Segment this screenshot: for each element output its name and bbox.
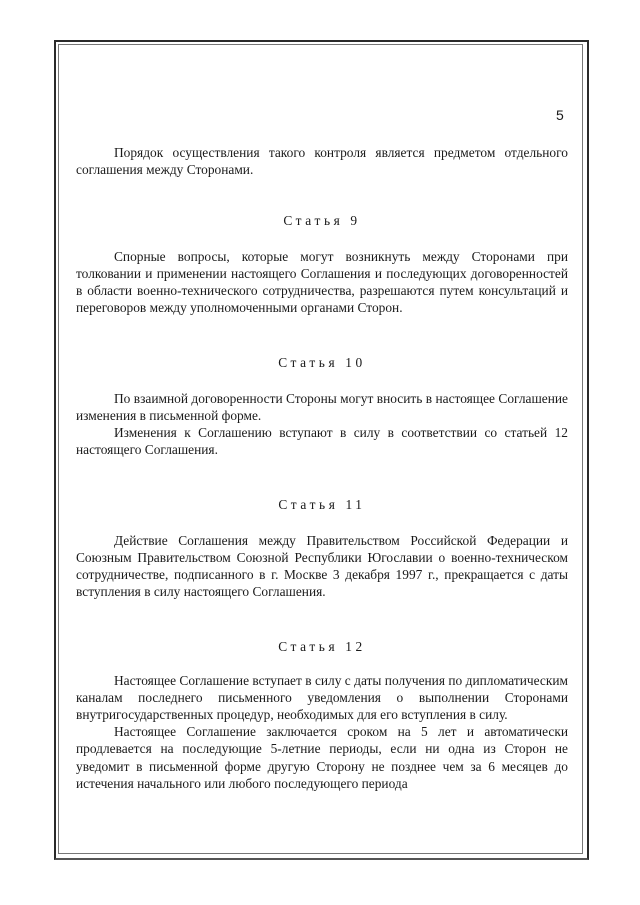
article-9-paragraph-1: Спорные вопросы, которые могут возникнуть между Сторонами при толковании и применении настоящего Соглашения и последующих договоренностей в области военно-технического сотрудничества, разрешаются путем консультаций и переговоров между уполномоченными органами Сторон. (76, 248, 568, 316)
article-12-paragraph-2: Настоящее Соглашение заключается сроком на 5 лет и автоматически продлевается на последующие 5-летние периоды, если ни одна из Сторон не уведомит в письменной форме другую Сторону не позднее чем за 6 месяцев до истечения начального или любого последующего периода (76, 724, 568, 791)
article-10-paragraph-1: По взаимной договоренности Стороны могут вносить в настоящее Соглашение изменения в письменной форме. (76, 390, 568, 423)
article-9-heading: Статья 9 (283, 213, 361, 229)
article-11-heading: Статья 11 (278, 497, 366, 513)
article-10-heading: Статья 10 (278, 355, 366, 371)
document-body (76, 144, 568, 792)
article-12-heading: Статья 12 (278, 639, 366, 655)
article-11-paragraph-1: Действие Соглашения между Правительством Российской Федерации и Союзным Правительством Союзной Республики Югославии о военно-техническом сотрудничестве, подписанного в г. Москве 3 декабря 1997 г., прекращается с даты вступления в силу настоящего Соглашения. (76, 532, 568, 600)
paragraph-intro: Порядок осуществления такого контроля является предметом отдельного соглашения между Сторонами. (76, 145, 568, 178)
article-10-paragraph-2: Изменения к Соглашению вступают в силу в соответствии со статьей 12 настоящего Соглашения. (76, 425, 568, 458)
page-number: 5 (556, 107, 564, 123)
article-12-paragraph-1: Настоящее Соглашение вступает в силу с даты получения по дипломатическим каналам последнего письменного уведомления о выполнении Сторонами внутригосударственных процедур, необходимых для его вступления в силу. (76, 672, 568, 723)
